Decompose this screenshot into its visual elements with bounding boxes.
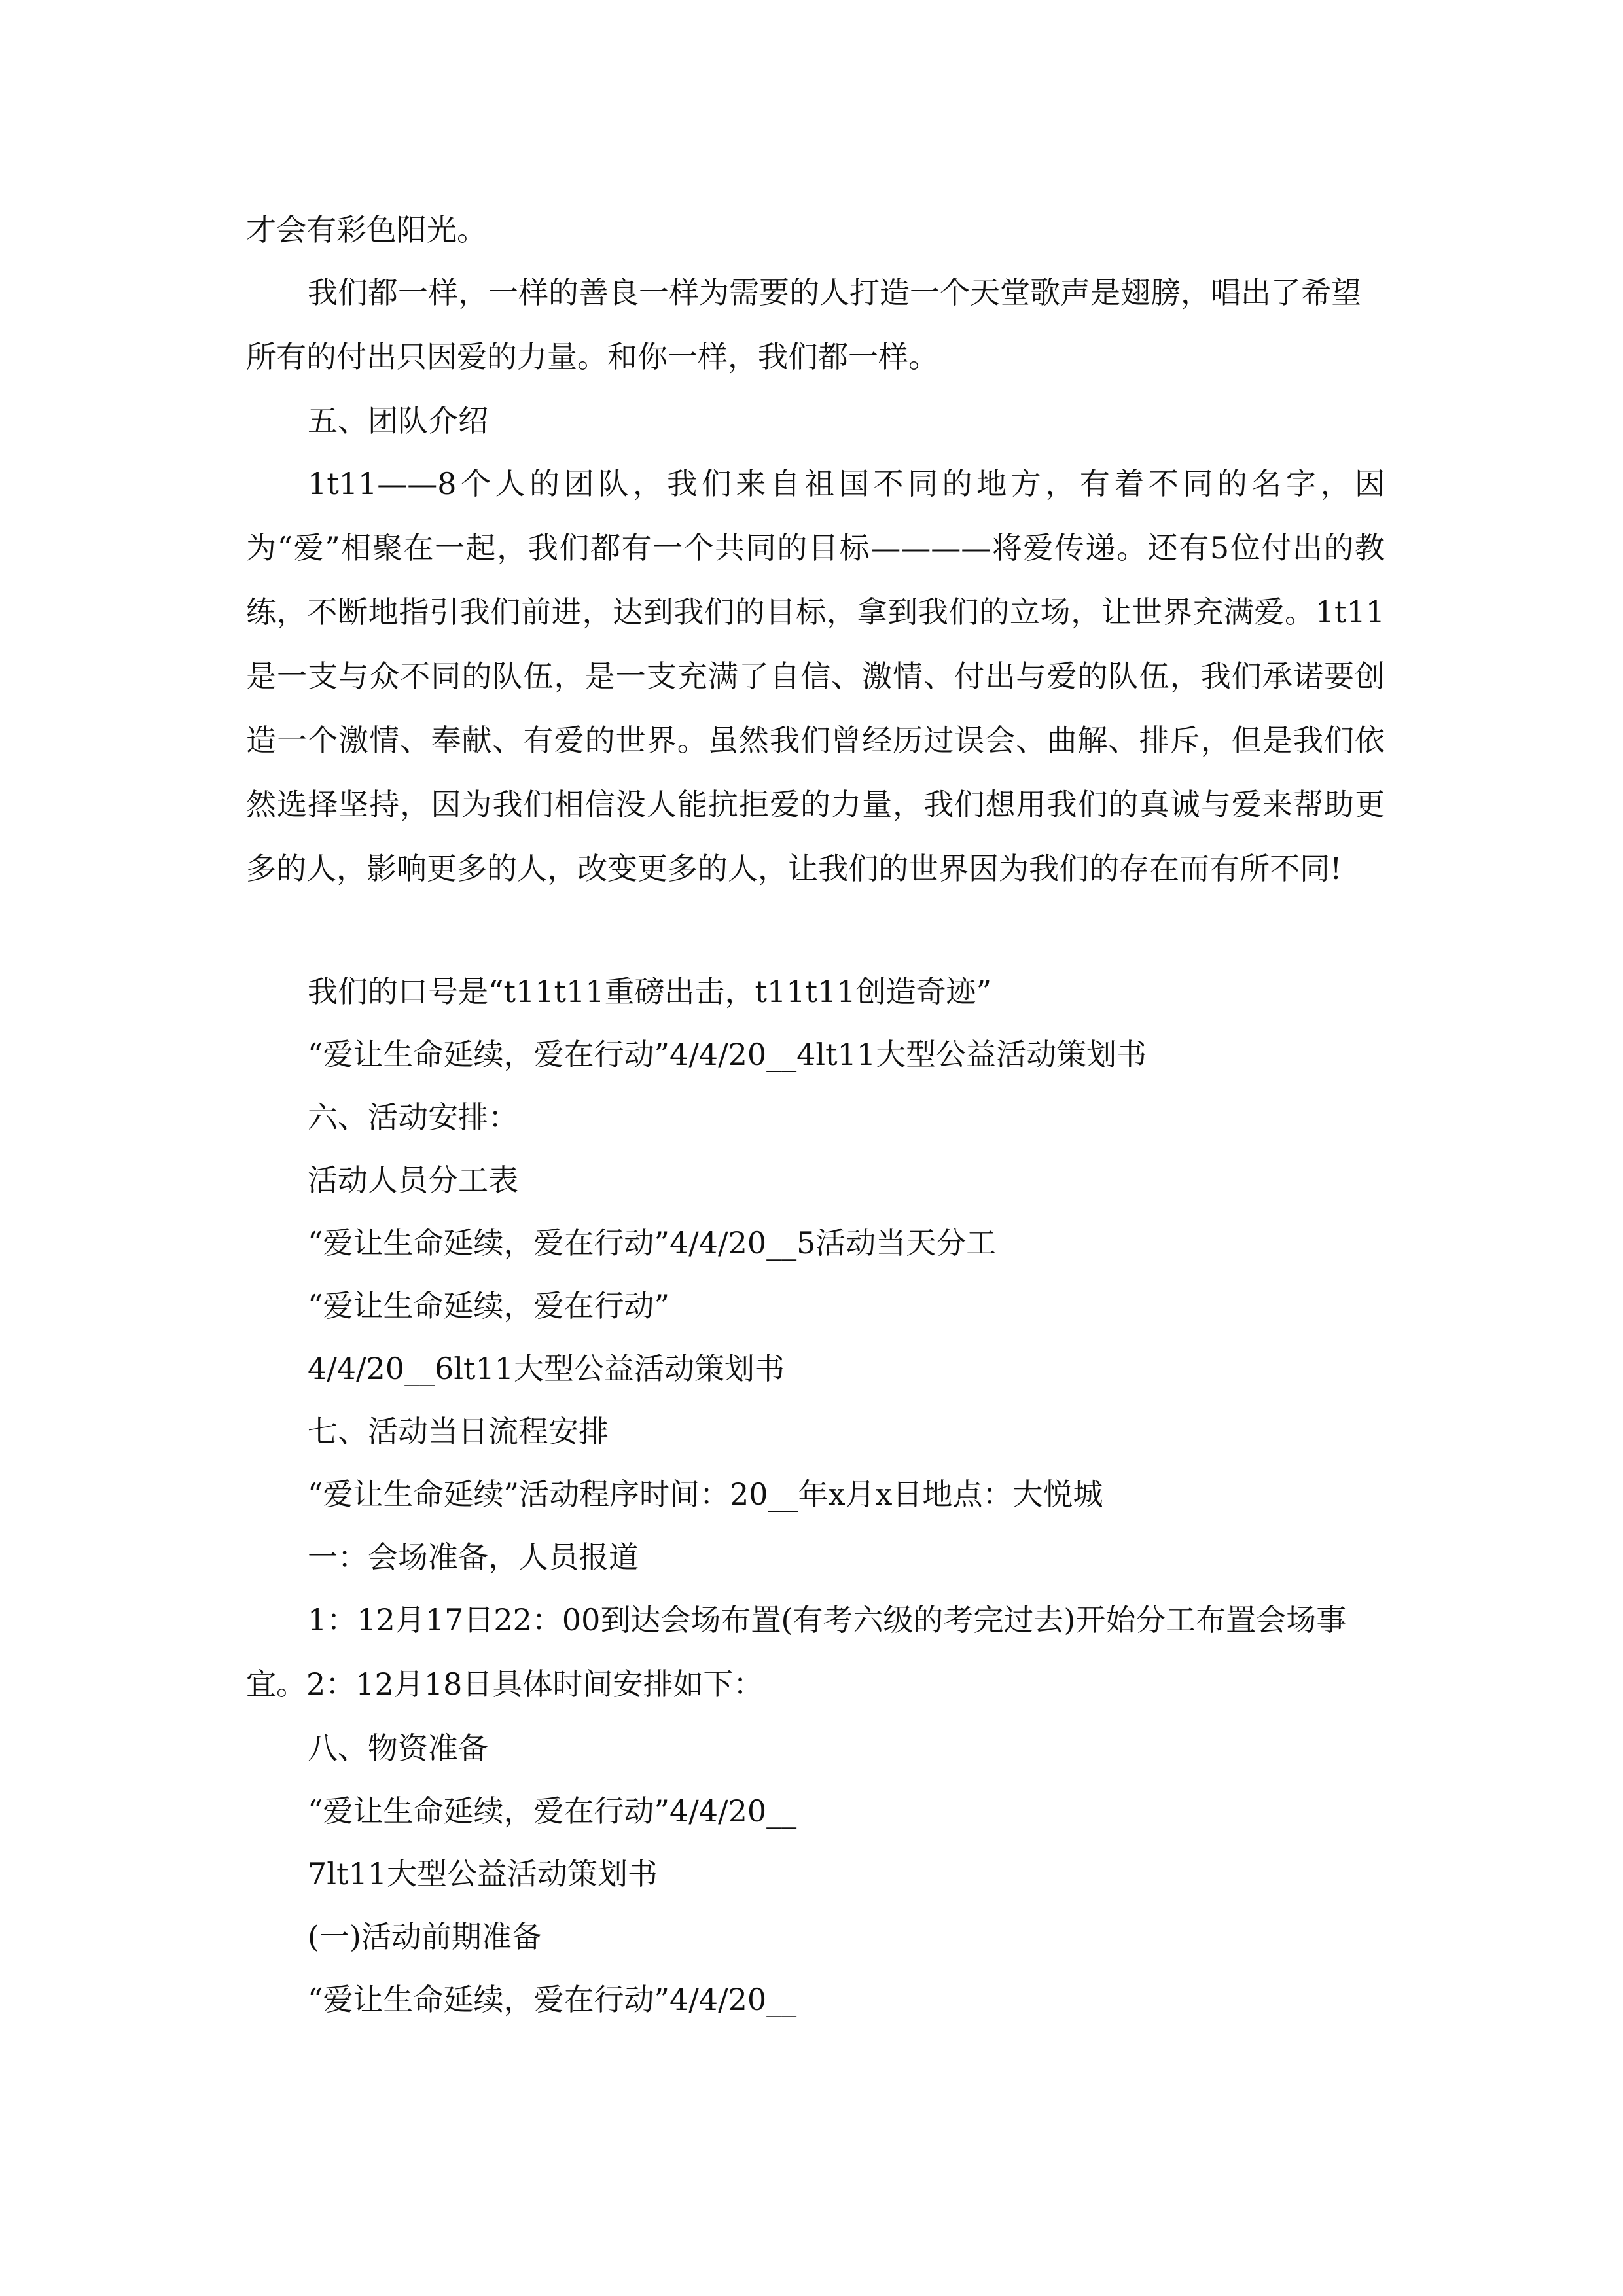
paragraph-page-footer-5: “爱让生命延续，爱在行动”4/4/20__5活动当天分工 [308, 1225, 997, 1261]
paragraph-page-footer-7a: “爱让生命延续，爱在行动”4/4/20__ [308, 1793, 797, 1829]
paragraph-lyrics: 我们都一样，一样的善良一样为需要的人打造一个天堂歌声是翅膀，唱出了希望所有的付出只因爱的力量。和你一样，我们都一样。 [246, 275, 1361, 374]
paragraph-page-footer-8: “爱让生命延续，爱在行动”4/4/20__ [308, 1982, 797, 2017]
paragraph-slogan: 我们的口号是“t11t11重磅出击，t11t11创造奇迹” [308, 974, 992, 1009]
section-heading-materials: 八、物资准备 [308, 1731, 488, 1766]
paragraph-page-footer-7b: 7lt11大型公益活动策划书 [308, 1856, 658, 1892]
paragraph-staff-table-title: 活动人员分工表 [308, 1162, 518, 1198]
paragraph-continuation: 才会有彩色阳光。 [246, 212, 487, 247]
paragraph-page-footer-6: 4/4/20__6lt11大型公益活动策划书 [308, 1351, 785, 1386]
paragraph-timeline: 1：12月17日22：00到达会场布置(有考六级的考完过去)开始分工布置会场事宜。2：12月18日具体时间安排如下： [246, 1602, 1347, 1702]
paragraph-event-time-location: “爱让生命延续”活动程序时间：20__年x月x日地点：大悦城 [308, 1477, 1103, 1512]
section-heading-schedule: 七、活动当日流程安排 [308, 1414, 609, 1449]
paragraph-slogan-title: “爱让生命延续，爱在行动” [308, 1288, 670, 1323]
paragraph-team-intro: 1t11——8个人的团队，我们来自祖国不同的地方，有着不同的名字，因为“爱”相聚在一起，我们都有一个共同的目标————将爱传递。还有5位付出的教练，不断地指引我们前进，达到我们的目标，拿到我们的立场，让世界充满爱。1t11是一支与众不同的队伍，是一支充满了自信、激情、付出与爱的队伍，我们承诺要创造一个激情、奉献、有爱的世界。虽然我们曾经历过误会、曲解、排斥，但是我们依然选择坚持，因为我们相信没人能抗拒爱的力量，我们想用我们的真诚与爱来帮助更多的人，影响更多的人，改变更多的人，让我们的世界因为我们的存在而有所不同! [246, 466, 1385, 886]
paragraph-page-footer-4: “爱让生命延续，爱在行动”4/4/20__4lt11大型公益活动策划书 [308, 1037, 1147, 1072]
paragraph-venue-preparation: 一：会场准备，人员报道 [308, 1539, 639, 1575]
section-heading-team: 五、团队介绍 [308, 403, 488, 439]
section-heading-arrangement: 六、活动安排： [308, 1100, 518, 1135]
section-heading-preparation: (一)活动前期准备 [308, 1919, 542, 1954]
